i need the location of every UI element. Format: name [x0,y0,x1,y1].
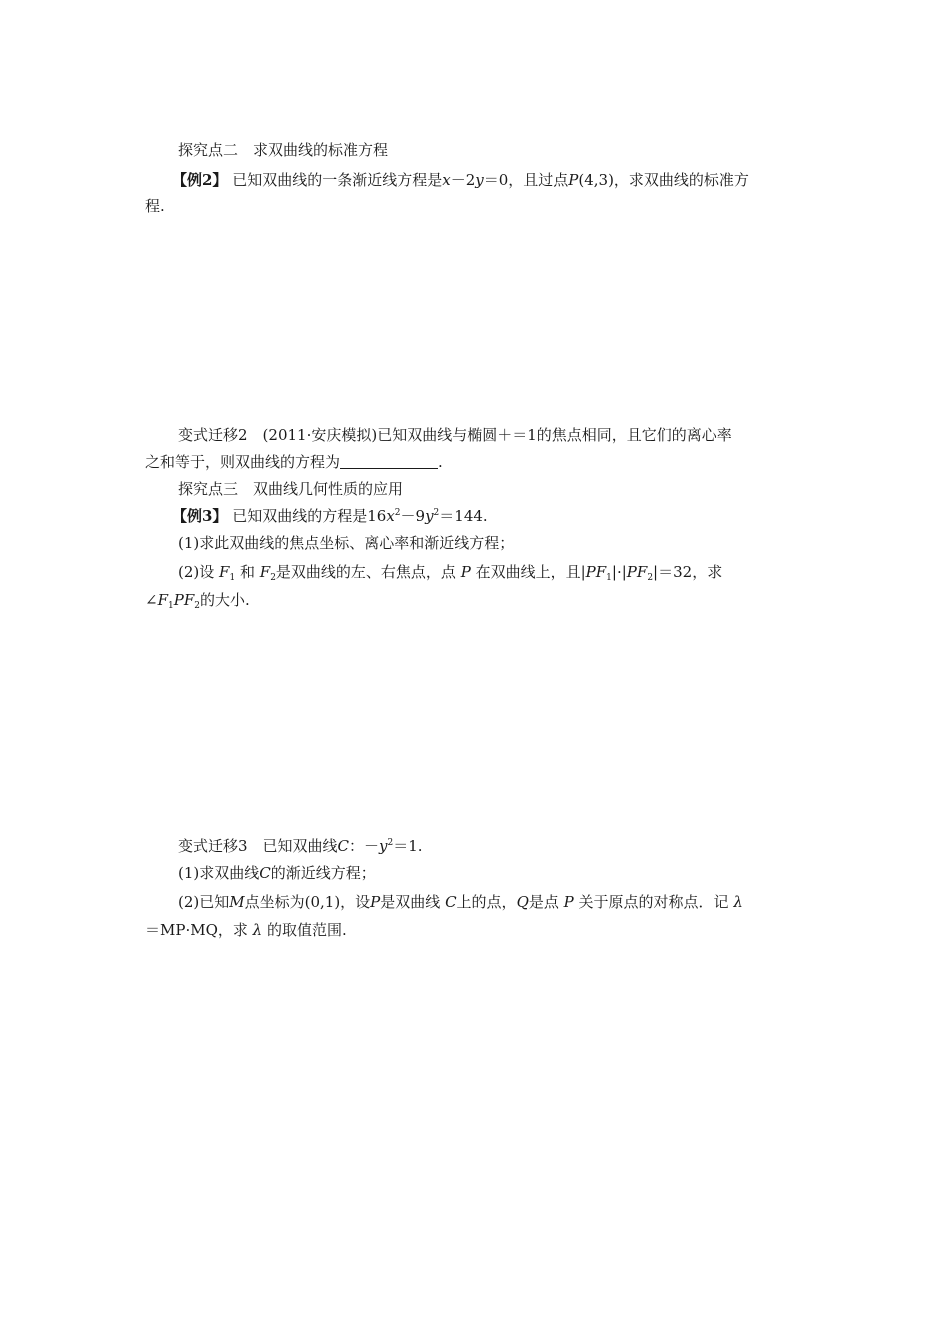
answer-blank [340,454,438,469]
example-2-end: 程. [145,197,165,215]
section-heading-2: 探究点二 求双曲线的标准方程 [178,141,389,159]
variant-3-q1: (1)求双曲线C的渐近线方程； [178,864,376,882]
example-label: 【例2】 [172,171,228,189]
example-3-q2-end: $\angle F_1PF_2$的大小. [145,591,250,611]
section-heading-3: 探究点三 双曲线几何性质的应用 [178,480,404,498]
example-3-q2: (2)设 $F_1$ 和 $F_2$是双曲线的左、右焦点，点 P 在双曲线上，且$|PF_1|\cdot|PF_2|=32$，求 [178,563,723,583]
variant-3-heading: 变式迁移3 已知双曲线C：$-y^2=1$. [178,837,423,855]
variant-3-q2-end: ＝MP·MQ，求 λ 的取值范围. [145,921,347,939]
variant-2-line1: 变式迁移2 (2011·安庆模拟)已知双曲线与椭圆＋＝1的焦点相同，且它们的离心率 [178,426,732,444]
example-label: 【例3】 [172,507,228,525]
example-2: 【例2】 已知双曲线的一条渐近线方程是x－2y＝0，且过点P(4,3)，求双曲线的标准方 [172,171,749,189]
example-3: 【例3】 已知双曲线的方程是$16x^2-9y^2=144$. [172,507,488,525]
variant-3-q2: (2)已知M点坐标为(0,1)，设P是双曲线 C上的点，Q是点 P 关于原点的对称点．记 λ [178,893,743,911]
example-3-q1: (1)求此双曲线的焦点坐标、离心率和渐近线方程； [178,534,515,552]
variant-2-line2: 之和等于，则双曲线的方程为 . [145,453,443,471]
